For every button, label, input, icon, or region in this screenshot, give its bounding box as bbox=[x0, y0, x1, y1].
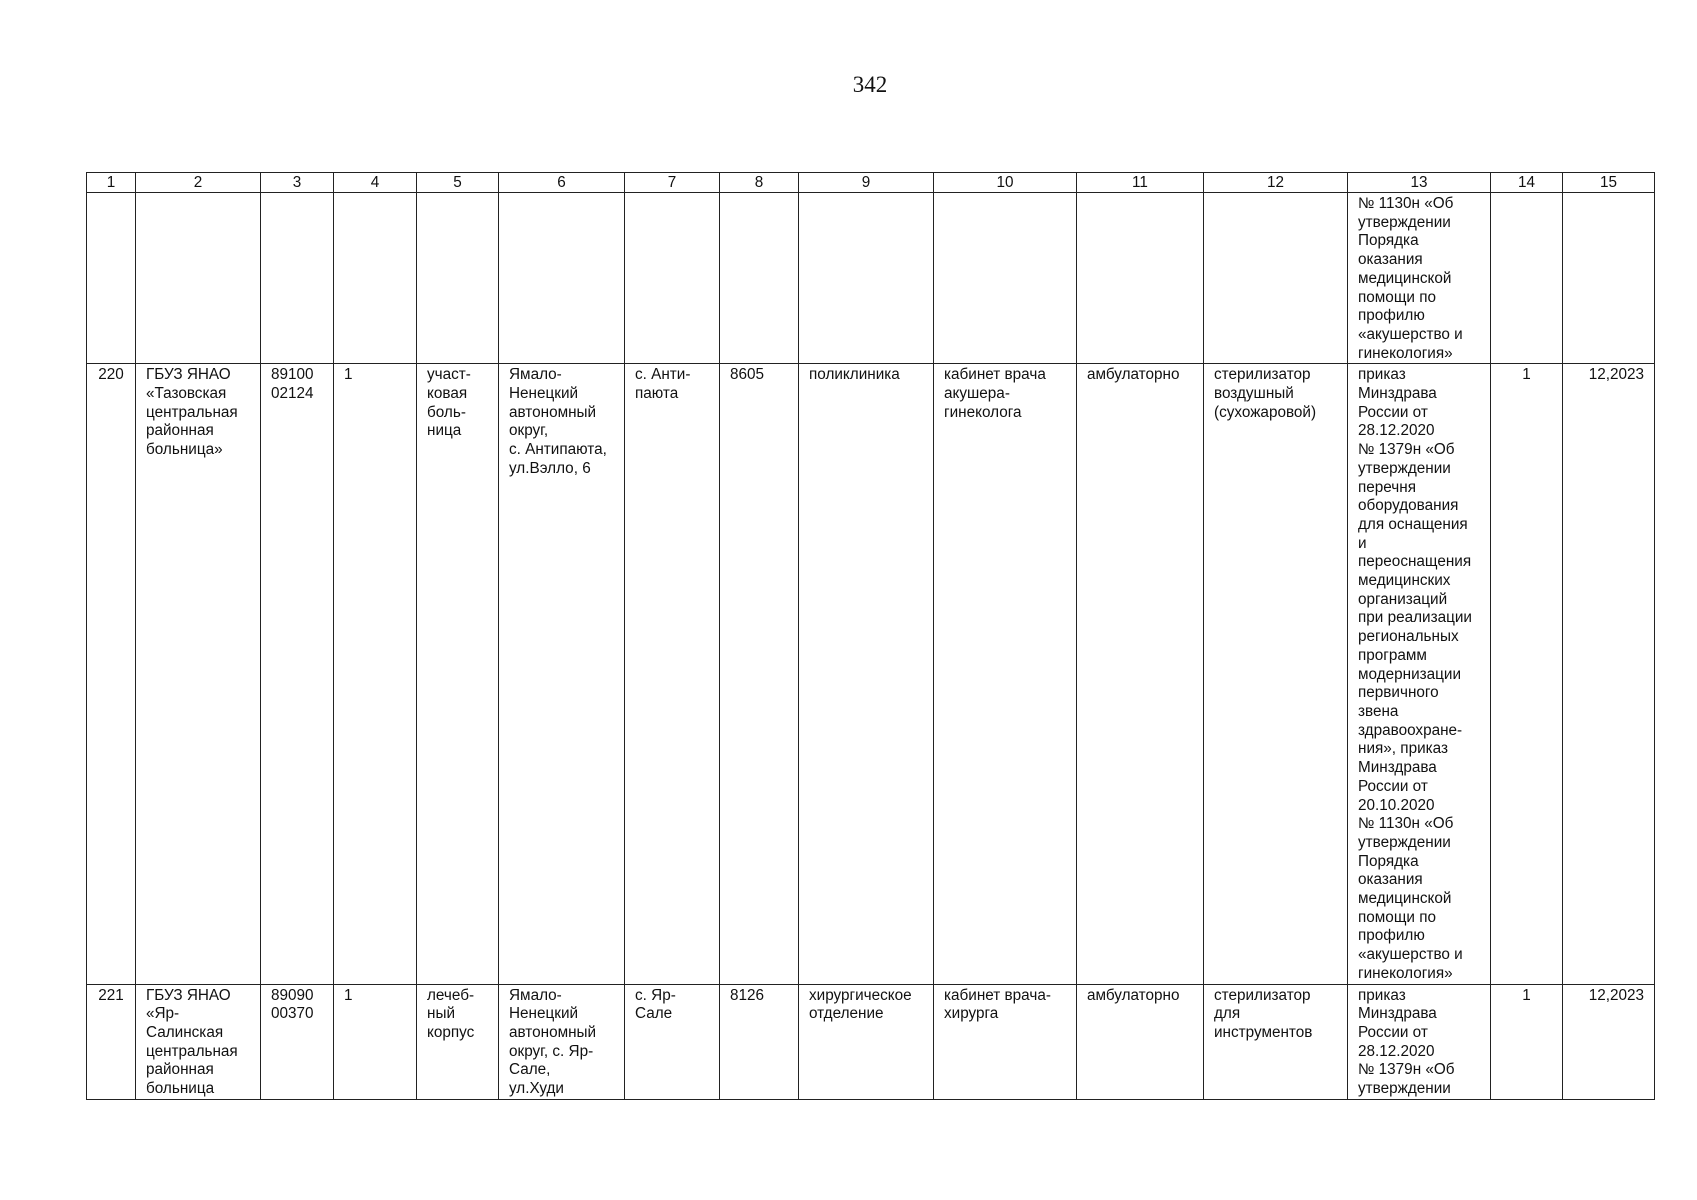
cell-code bbox=[261, 193, 334, 364]
cell-row-number: 220 bbox=[87, 364, 136, 984]
cell-department bbox=[799, 193, 934, 364]
table-row bbox=[87, 984, 1655, 1099]
table-row bbox=[87, 364, 1655, 984]
cell-number: 8126 bbox=[720, 984, 799, 1099]
column-header: 1 bbox=[87, 173, 136, 193]
cell-quantity: 1 bbox=[1491, 364, 1563, 984]
cell-department: поликлиника bbox=[799, 364, 934, 984]
cell-number: 8605 bbox=[720, 364, 799, 984]
cell-number bbox=[720, 193, 799, 364]
cell-organization: ГБУЗ ЯНАО «Яр- Салинская центральная районная больница bbox=[136, 984, 261, 1099]
cell-care-type: амбулаторно bbox=[1077, 364, 1204, 984]
column-header: 8 bbox=[720, 173, 799, 193]
cell-row-number: 221 bbox=[87, 984, 136, 1099]
cell-date: 12,2023 bbox=[1563, 984, 1655, 1099]
data-table bbox=[86, 172, 1655, 1100]
column-header: 12 bbox=[1204, 173, 1348, 193]
cell-address: Ямало- Ненецкий автономный округ, с. Яр- Сале, ул.Худи bbox=[499, 984, 625, 1099]
cell-department: хирургическое отделение bbox=[799, 984, 934, 1099]
cell-regulation: приказ Минздрава России от 28.12.2020 № 1379н «Об утверждении bbox=[1348, 984, 1491, 1099]
cell-organization bbox=[136, 193, 261, 364]
table-row-continuation bbox=[87, 193, 1655, 364]
cell-date bbox=[1563, 193, 1655, 364]
cell-building: участ- ковая боль- ница bbox=[417, 364, 499, 984]
column-header: 11 bbox=[1077, 173, 1204, 193]
cell-cabinet: кабинет врача акушера- гинеколога bbox=[934, 364, 1077, 984]
cell-organization: ГБУЗ ЯНАО «Тазовская центральная районная больница» bbox=[136, 364, 261, 984]
column-header: 15 bbox=[1563, 173, 1655, 193]
cell-care-type bbox=[1077, 193, 1204, 364]
column-header: 7 bbox=[625, 173, 720, 193]
column-header: 5 bbox=[417, 173, 499, 193]
cell-regulation: приказ Минздрава России от 28.12.2020 № 1379н «Об утверждении перечня оборудования для оснащения и переоснащения медицинских организаций при реализации региональных программ модернизации первичного звена здравоохране- ния», приказ Минздрава России от 20.10.2020 № 1130н «Об утверждении Порядка оказания медицинской помощи по профилю «акушерство и гинекология» bbox=[1348, 364, 1491, 984]
cell-count: 1 bbox=[334, 984, 417, 1099]
column-header: 4 bbox=[334, 173, 417, 193]
cell-locality bbox=[625, 193, 720, 364]
cell-count: 1 bbox=[334, 364, 417, 984]
cell-equipment: стерилизатор для инструментов bbox=[1204, 984, 1348, 1099]
cell-care-type: амбулаторно bbox=[1077, 984, 1204, 1099]
cell-address: Ямало- Ненецкий автономный округ, с. Антипаюта, ул.Вэлло, 6 bbox=[499, 364, 625, 984]
column-header: 10 bbox=[934, 173, 1077, 193]
cell-cabinet bbox=[934, 193, 1077, 364]
column-header: 9 bbox=[799, 173, 934, 193]
cell-locality: с. Яр- Сале bbox=[625, 984, 720, 1099]
cell-regulation: № 1130н «Об утверждении Порядка оказания медицинской помощи по профилю «акушерство и гинекология» bbox=[1348, 193, 1491, 364]
cell-building bbox=[417, 193, 499, 364]
cell-row-number bbox=[87, 193, 136, 364]
page-number: 342 bbox=[852, 72, 888, 97]
column-header: 6 bbox=[499, 173, 625, 193]
cell-code: 89100 02124 bbox=[261, 364, 334, 984]
cell-equipment bbox=[1204, 193, 1348, 364]
cell-address bbox=[499, 193, 625, 364]
column-header: 13 bbox=[1348, 173, 1491, 193]
cell-equipment: стерилизатор воздушный (сухожаровой) bbox=[1204, 364, 1348, 984]
cell-building: лечеб- ный корпус bbox=[417, 984, 499, 1099]
cell-count bbox=[334, 193, 417, 364]
column-header: 14 bbox=[1491, 173, 1563, 193]
column-header: 2 bbox=[136, 173, 261, 193]
cell-code: 89090 00370 bbox=[261, 984, 334, 1099]
cell-quantity: 1 bbox=[1491, 984, 1563, 1099]
cell-date: 12,2023 bbox=[1563, 364, 1655, 984]
cell-locality: с. Анти- паюта bbox=[625, 364, 720, 984]
cell-quantity bbox=[1491, 193, 1563, 364]
table-header-row bbox=[87, 173, 1655, 193]
column-header: 3 bbox=[261, 173, 334, 193]
cell-cabinet: кабинет врача- хирурга bbox=[934, 984, 1077, 1099]
